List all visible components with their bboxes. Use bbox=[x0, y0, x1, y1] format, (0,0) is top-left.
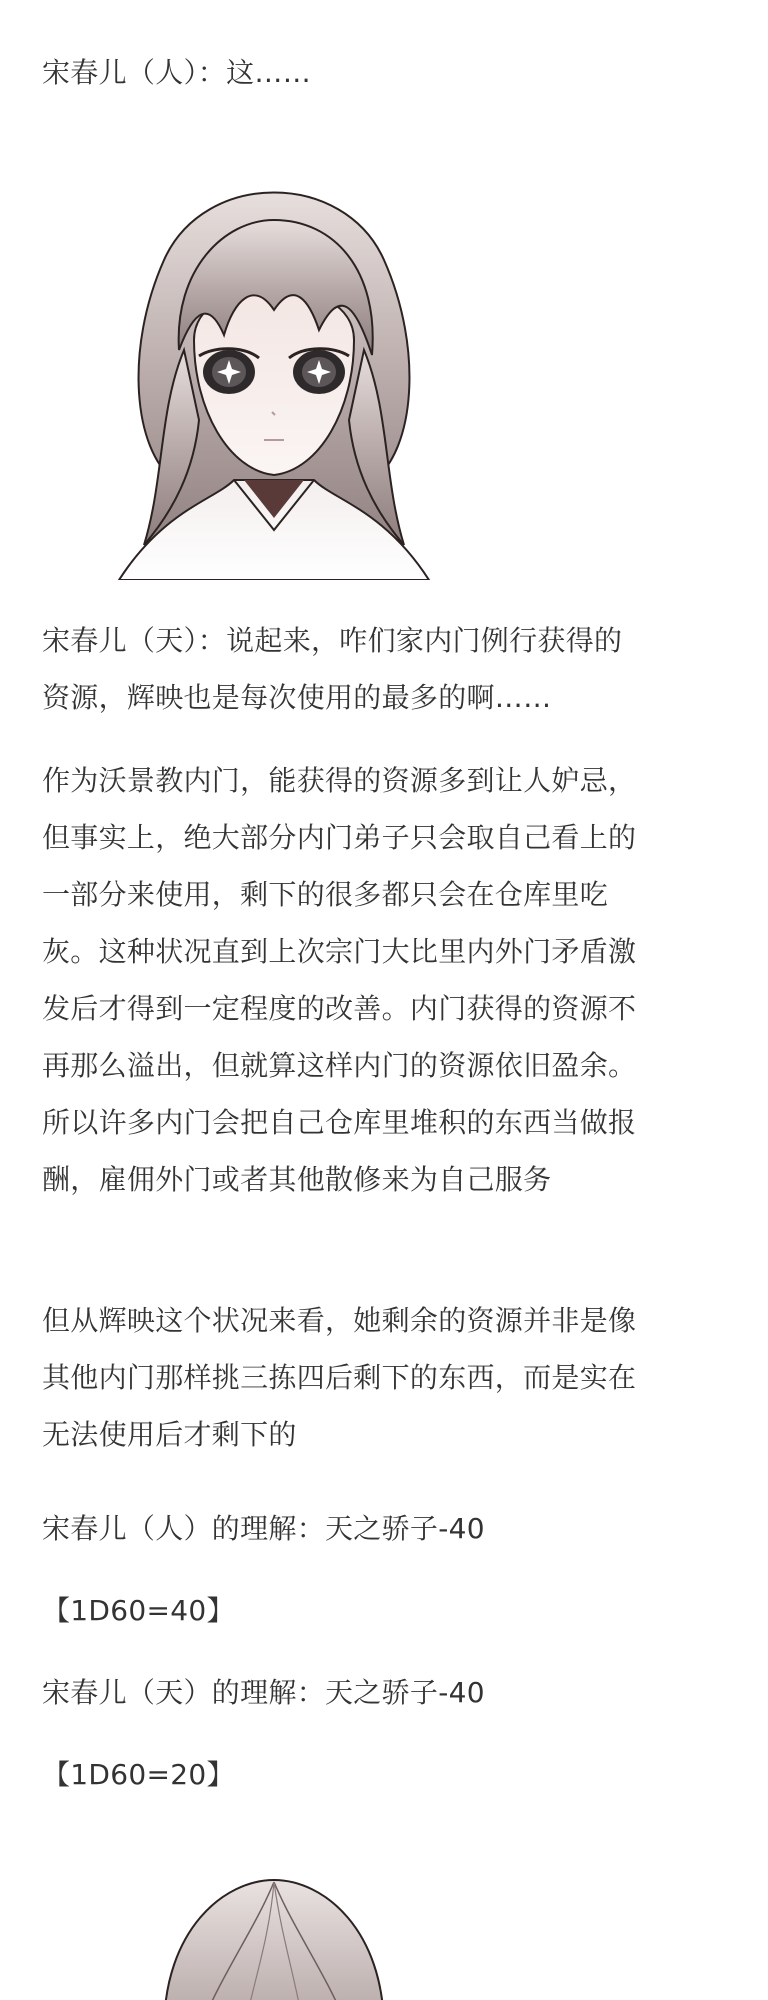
text-line: 一部分来使用，剩下的很多都只会在仓库里吃 bbox=[42, 878, 609, 911]
dialogue-line-human: 宋春儿（人）：这…… bbox=[42, 56, 312, 89]
portrait-svg bbox=[104, 150, 444, 580]
text-line: 酬，雇佣外门或者其他散修来为自己服务 bbox=[42, 1163, 552, 1196]
character-portrait-illustration-partial bbox=[104, 1870, 444, 2000]
dice-roll-heaven: 【1D60=20】 bbox=[42, 1758, 235, 1791]
portrait-svg-partial bbox=[104, 1870, 444, 2000]
text-line: 再那么溢出，但就算这样内门的资源依旧盈余。 bbox=[42, 1049, 637, 1082]
text-line: 无法使用后才剩下的 bbox=[42, 1418, 297, 1451]
check-label-human: 宋春儿（人）的理解：天之骄子-40 bbox=[42, 1512, 485, 1545]
text-line: 宋春儿（天）：说起来，咋们家内门例行获得的 bbox=[42, 624, 623, 657]
text-line: 灰。这种状况直到上次宗门大比里内外门矛盾激 bbox=[42, 935, 637, 968]
text-line: 但事实上，绝大部分内门弟子只会取自己看上的 bbox=[42, 821, 637, 854]
text-line: 所以许多内门会把自己仓库里堆积的东西当做报 bbox=[42, 1106, 637, 1139]
dialogue-line-heaven bbox=[42, 612, 732, 726]
text-line: 发后才得到一定程度的改善。内门获得的资源不 bbox=[42, 992, 637, 1025]
text-line: 资源，辉映也是每次使用的最多的啊…… bbox=[42, 681, 552, 714]
check-label-heaven: 宋春儿（天）的理解：天之骄子-40 bbox=[42, 1676, 485, 1709]
dice-roll-human: 【1D60=40】 bbox=[42, 1594, 235, 1627]
text-line: 作为沃景教内门，能获得的资源多到让人妒忌， bbox=[42, 764, 637, 797]
narration-paragraph-1 bbox=[42, 752, 732, 1208]
character-portrait-illustration bbox=[104, 150, 444, 580]
narration-paragraph-2 bbox=[42, 1292, 732, 1463]
text-line: 但从辉映这个状况来看，她剩余的资源并非是像 bbox=[42, 1304, 637, 1337]
text-line: 其他内门那样挑三拣四后剩下的东西，而是实在 bbox=[42, 1361, 637, 1394]
